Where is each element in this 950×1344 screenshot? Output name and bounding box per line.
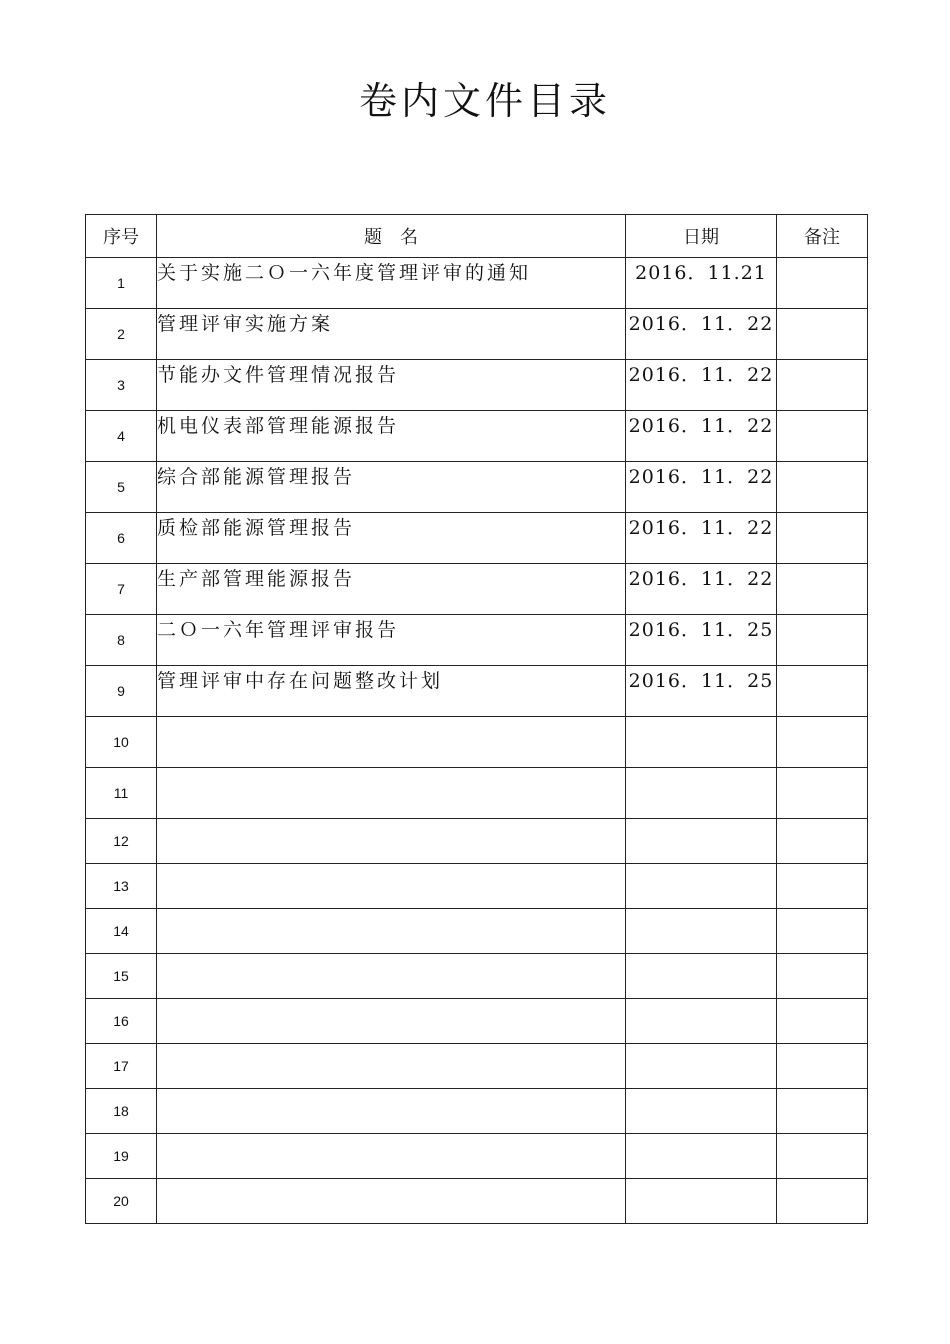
- row-number: 8: [86, 615, 157, 666]
- catalog-table: [85, 214, 868, 1224]
- row-number: 7: [86, 564, 157, 615]
- row-date: [626, 717, 777, 768]
- row-number: 20: [86, 1179, 157, 1224]
- row-number: 2: [86, 309, 157, 360]
- row-note: [777, 1179, 868, 1224]
- table-row: [86, 1089, 868, 1134]
- row-note: [777, 954, 868, 999]
- table-row: [86, 768, 868, 819]
- row-note: [777, 1044, 868, 1089]
- row-title: [157, 1089, 626, 1134]
- row-date: 2016．11．22: [626, 309, 777, 360]
- row-date: 2016．11．22: [626, 462, 777, 513]
- table-row: [86, 666, 868, 717]
- row-title: [157, 1134, 626, 1179]
- table-row: [86, 258, 868, 309]
- table-row: [86, 360, 868, 411]
- row-title: 二Ｏ一六年管理评审报告: [157, 615, 626, 666]
- row-number: 9: [86, 666, 157, 717]
- row-number: 17: [86, 1044, 157, 1089]
- row-date: 2016．11．22: [626, 513, 777, 564]
- row-date: 2016．11．22: [626, 411, 777, 462]
- row-title: 节能办文件管理情况报告: [157, 360, 626, 411]
- row-number: 5: [86, 462, 157, 513]
- row-title: [157, 909, 626, 954]
- table-row: [86, 954, 868, 999]
- row-note: [777, 1089, 868, 1134]
- table-row: [86, 909, 868, 954]
- row-number: 16: [86, 999, 157, 1044]
- row-note: [777, 768, 868, 819]
- table-row: [86, 462, 868, 513]
- table-row: [86, 1179, 868, 1224]
- row-title: 机电仪表部管理能源报告: [157, 411, 626, 462]
- row-number: 15: [86, 954, 157, 999]
- row-note: [777, 615, 868, 666]
- row-number: 3: [86, 360, 157, 411]
- document-title: 卷内文件目录: [358, 79, 611, 123]
- row-date: [626, 1089, 777, 1134]
- header-date: 日期: [626, 215, 777, 258]
- row-title: [157, 864, 626, 909]
- row-number: 14: [86, 909, 157, 954]
- row-note: [777, 717, 868, 768]
- row-title: [157, 1044, 626, 1089]
- row-note: [777, 411, 868, 462]
- row-title: [157, 999, 626, 1044]
- table-row: [86, 615, 868, 666]
- table-row: [86, 411, 868, 462]
- row-number: 6: [86, 513, 157, 564]
- row-number: 1: [86, 258, 157, 309]
- table-row: [86, 513, 868, 564]
- row-title: 综合部能源管理报告: [157, 462, 626, 513]
- row-date: [626, 1044, 777, 1089]
- row-number: 11: [86, 768, 157, 819]
- row-note: [777, 564, 868, 615]
- row-note: [777, 309, 868, 360]
- row-title: 管理评审中存在问题整改计划: [157, 666, 626, 717]
- row-date: [626, 864, 777, 909]
- row-note: [777, 1134, 868, 1179]
- row-date: 2016．11．22: [626, 360, 777, 411]
- row-note: [777, 513, 868, 564]
- row-number: 18: [86, 1089, 157, 1134]
- table-row: [86, 717, 868, 768]
- row-note: [777, 360, 868, 411]
- row-title: 生产部管理能源报告: [157, 564, 626, 615]
- table-header-row: [86, 215, 868, 258]
- row-title: [157, 1179, 626, 1224]
- table-row: [86, 309, 868, 360]
- row-note: [777, 909, 868, 954]
- row-date: 2016．11．22: [626, 564, 777, 615]
- row-title: 关于实施二Ｏ一六年度管理评审的通知: [157, 258, 626, 309]
- row-number: 13: [86, 864, 157, 909]
- row-note: [777, 666, 868, 717]
- row-title: [157, 819, 626, 864]
- row-date: [626, 768, 777, 819]
- row-title: 质检部能源管理报告: [157, 513, 626, 564]
- row-date: [626, 909, 777, 954]
- table-row: [86, 999, 868, 1044]
- row-note: [777, 462, 868, 513]
- row-note: [777, 258, 868, 309]
- row-title: 管理评审实施方案: [157, 309, 626, 360]
- table-row: [86, 864, 868, 909]
- header-note: 备注: [777, 215, 868, 258]
- row-number: 4: [86, 411, 157, 462]
- row-title: [157, 768, 626, 819]
- row-date: 2016．11.21: [626, 258, 777, 309]
- row-number: 19: [86, 1134, 157, 1179]
- header-title: 题 名: [157, 215, 626, 258]
- row-note: [777, 864, 868, 909]
- row-title: [157, 954, 626, 999]
- row-date: [626, 819, 777, 864]
- table-row: [86, 1134, 868, 1179]
- row-date: [626, 1179, 777, 1224]
- header-no: 序号: [86, 215, 157, 258]
- row-number: 12: [86, 819, 157, 864]
- row-date: [626, 954, 777, 999]
- row-date: [626, 1134, 777, 1179]
- row-date: [626, 999, 777, 1044]
- row-date: 2016．11．25: [626, 615, 777, 666]
- table-row: [86, 819, 868, 864]
- table-row: [86, 564, 868, 615]
- row-number: 10: [86, 717, 157, 768]
- row-note: [777, 999, 868, 1044]
- row-date: 2016．11．25: [626, 666, 777, 717]
- table-body: [86, 258, 868, 1224]
- row-note: [777, 819, 868, 864]
- row-title: [157, 717, 626, 768]
- table-row: [86, 1044, 868, 1089]
